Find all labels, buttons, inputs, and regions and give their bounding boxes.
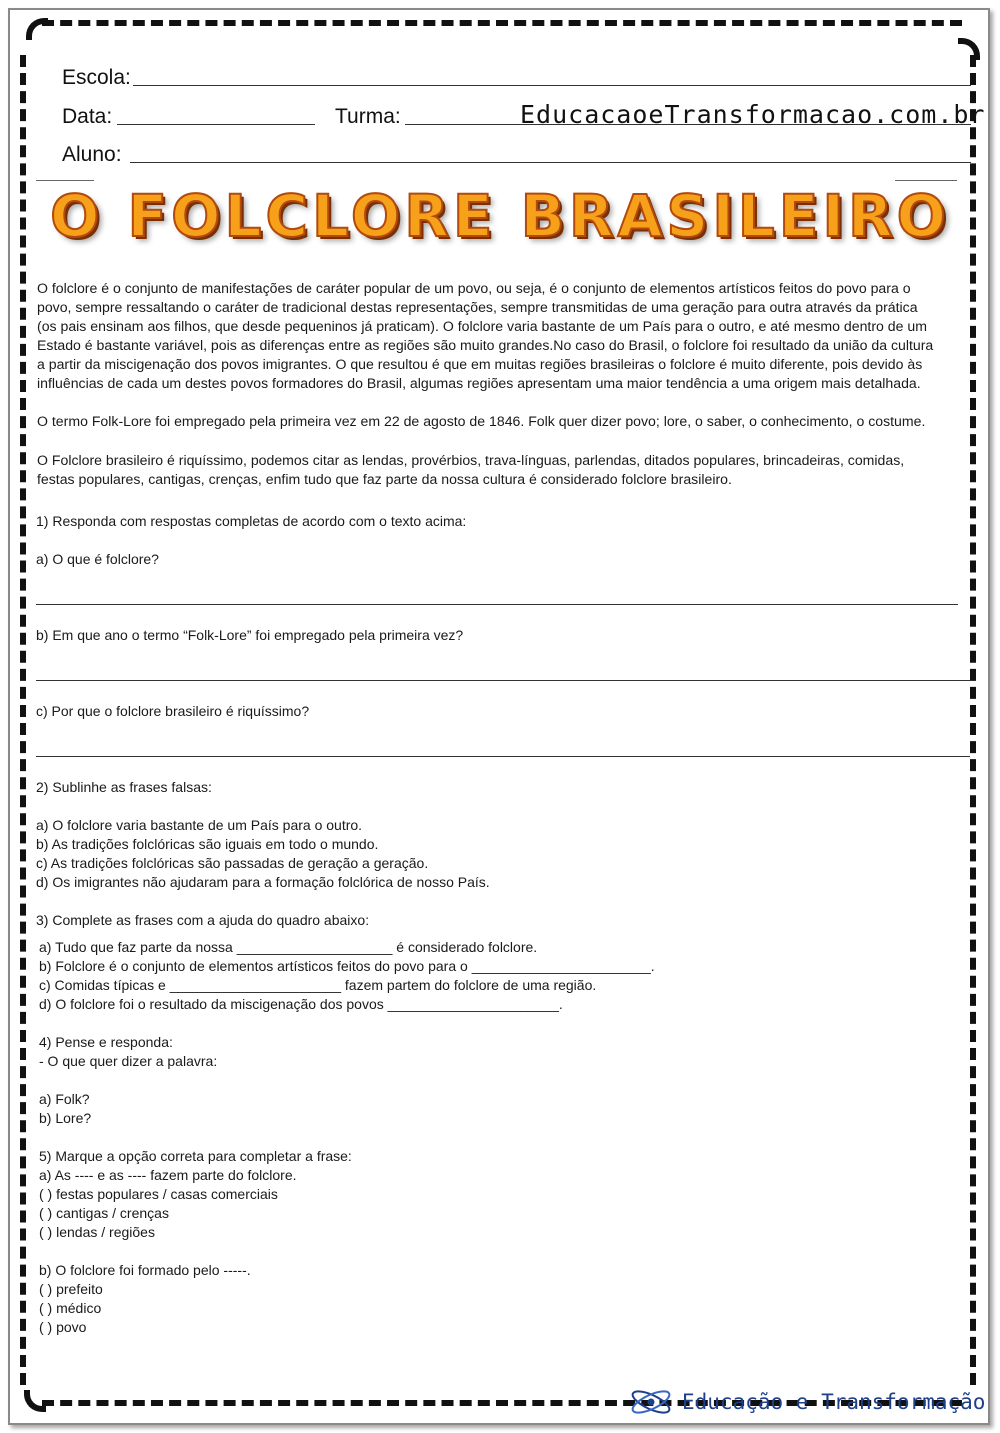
q3-item: c) Comidas típicas e ______________________ fazem partem do folclore de uma região.	[39, 977, 597, 993]
title-separator-left	[36, 180, 94, 181]
title-separator-right	[895, 180, 957, 181]
q2-item: a) O folclore varia bastante de um País para o outro.	[36, 817, 363, 833]
text-line: povo, sempre ressaltando o caráter de tradicional destas representações, sempre transmitidas de uma geração para outra através da prática	[37, 299, 918, 315]
q4-b-prompt: b) Lore?	[39, 1110, 92, 1126]
q1-b-prompt: b) Em que ano o termo “Folk-Lore” foi empregado pela primeira vez?	[36, 627, 464, 643]
text-line: influências de cada um destes povos formadores do Brasil, algumas regiões apresentam uma maior tendência a uma origem mais detalhada.	[37, 375, 921, 391]
q2-item: d) Os imigrantes não ajudaram para a formação folclórica de nosso País.	[36, 874, 490, 890]
turma-label: Turma:	[335, 105, 401, 128]
text-line: (os pais ensinam aos filhos, que desde pequeninos já praticam). O folclore varia bastante de um País para o outro, e até mesmo dentro de um	[37, 318, 927, 334]
q5-title: 5) Marque a opção correta para completar a frase:	[39, 1148, 352, 1164]
text-paragraph-2: O termo Folk-Lore foi empregado pela primeira vez em 22 de agosto de 1846. Folk quer dizer povo; lore, o saber, o conhecimento, o costume.	[37, 413, 926, 429]
dashed-border-top	[42, 20, 962, 26]
text-line: O Folclore brasileiro é riquíssimo, podemos citar as lendas, provérbios, trava-línguas, parlendas, ditados populares, brincadeiras, comidas,	[37, 452, 905, 468]
text-line: a partir da miscigenação dos povos imigrantes. O que resultou é que em muitas regiões brasileiras o folclore é muito diferente, pois devido às	[37, 356, 923, 372]
q2-item: b) As tradições folclóricas são iguais em todo o mundo.	[36, 836, 379, 852]
q3-item: a) Tudo que faz parte da nossa ____________________ é considerado folclore.	[39, 939, 538, 955]
q1-a-prompt: a) O que é folclore?	[36, 551, 159, 567]
aluno-line[interactable]	[130, 162, 971, 163]
q5-a-option[interactable]: ( ) festas populares / casas comerciais	[39, 1186, 278, 1202]
q4-title: 4) Pense e responda:	[39, 1034, 173, 1050]
q5-b-option[interactable]: ( ) prefeito	[39, 1281, 103, 1297]
brand-footer	[628, 1384, 985, 1420]
page-title: O FOLCLORE BRASILEIRO	[50, 182, 950, 250]
q5-b-option[interactable]: ( ) povo	[39, 1319, 87, 1335]
text-line: festas populares, cantigas, crenças, enfim tudo que faz parte da nossa cultura é considerado folclore brasileiro.	[37, 471, 732, 487]
text-paragraph-1	[37, 279, 955, 393]
q5-b-prompt: b) O folclore foi formado pelo -----.	[39, 1262, 251, 1278]
escola-line[interactable]	[133, 85, 971, 86]
q5-a-prompt: a) As ---- e as ---- fazem parte do folclore.	[39, 1167, 297, 1183]
dashed-border-right	[970, 55, 976, 1385]
data-line[interactable]	[117, 124, 315, 125]
escola-label: Escola:	[62, 66, 131, 89]
q4-subtitle: - O que quer dizer a palavra:	[39, 1053, 218, 1069]
q3-item: b) Folclore é o conjunto de elementos artísticos feitos do povo para o _______________________.	[39, 958, 655, 974]
q1-c-prompt: c) Por que o folclore brasileiro é riquíssimo?	[36, 703, 310, 719]
q5-b-option[interactable]: ( ) médico	[39, 1300, 102, 1316]
dashed-border-left	[20, 55, 26, 1385]
q1-a-answer-line[interactable]	[36, 604, 958, 605]
text-paragraph-3	[37, 451, 955, 489]
q3-title: 3) Complete as frases com a ajuda do quadro abaixo:	[36, 912, 370, 928]
q4-a-prompt: a) Folk?	[39, 1091, 90, 1107]
q1-title: 1) Responda com respostas completas de acordo com o texto acima:	[36, 513, 467, 529]
q2-item: c) As tradições folclóricas são passadas de geração a geração.	[36, 855, 429, 871]
atom-logo-icon	[628, 1384, 674, 1420]
q5-a-option[interactable]: ( ) cantigas / crenças	[39, 1205, 169, 1221]
text-line: Estado é bastante variável, pois as diferenças entre as regiões são muito grandes.No caso do Brasil, o folclore foi resultado da união da cultura	[37, 337, 934, 353]
q5-a-option[interactable]: ( ) lendas / regiões	[39, 1224, 155, 1240]
q1-b-answer-line[interactable]	[36, 680, 970, 681]
data-label: Data:	[62, 105, 113, 128]
brand-name: Educação e Transformação	[682, 1390, 986, 1414]
aluno-label: Aluno:	[62, 143, 122, 166]
text-line: O folclore é o conjunto de manifestações de caráter popular de um povo, ou seja, é o conjunto de elementos artísticos feitos do povo para o	[37, 280, 911, 296]
q3-item: d) O folclore foi o resultado da miscigenação dos povos ______________________.	[39, 996, 563, 1012]
site-watermark: EducacaoeTransformacao.com.br	[520, 100, 986, 129]
q1-c-answer-line[interactable]	[36, 756, 970, 757]
q2-title: 2) Sublinhe as frases falsas:	[36, 779, 212, 795]
